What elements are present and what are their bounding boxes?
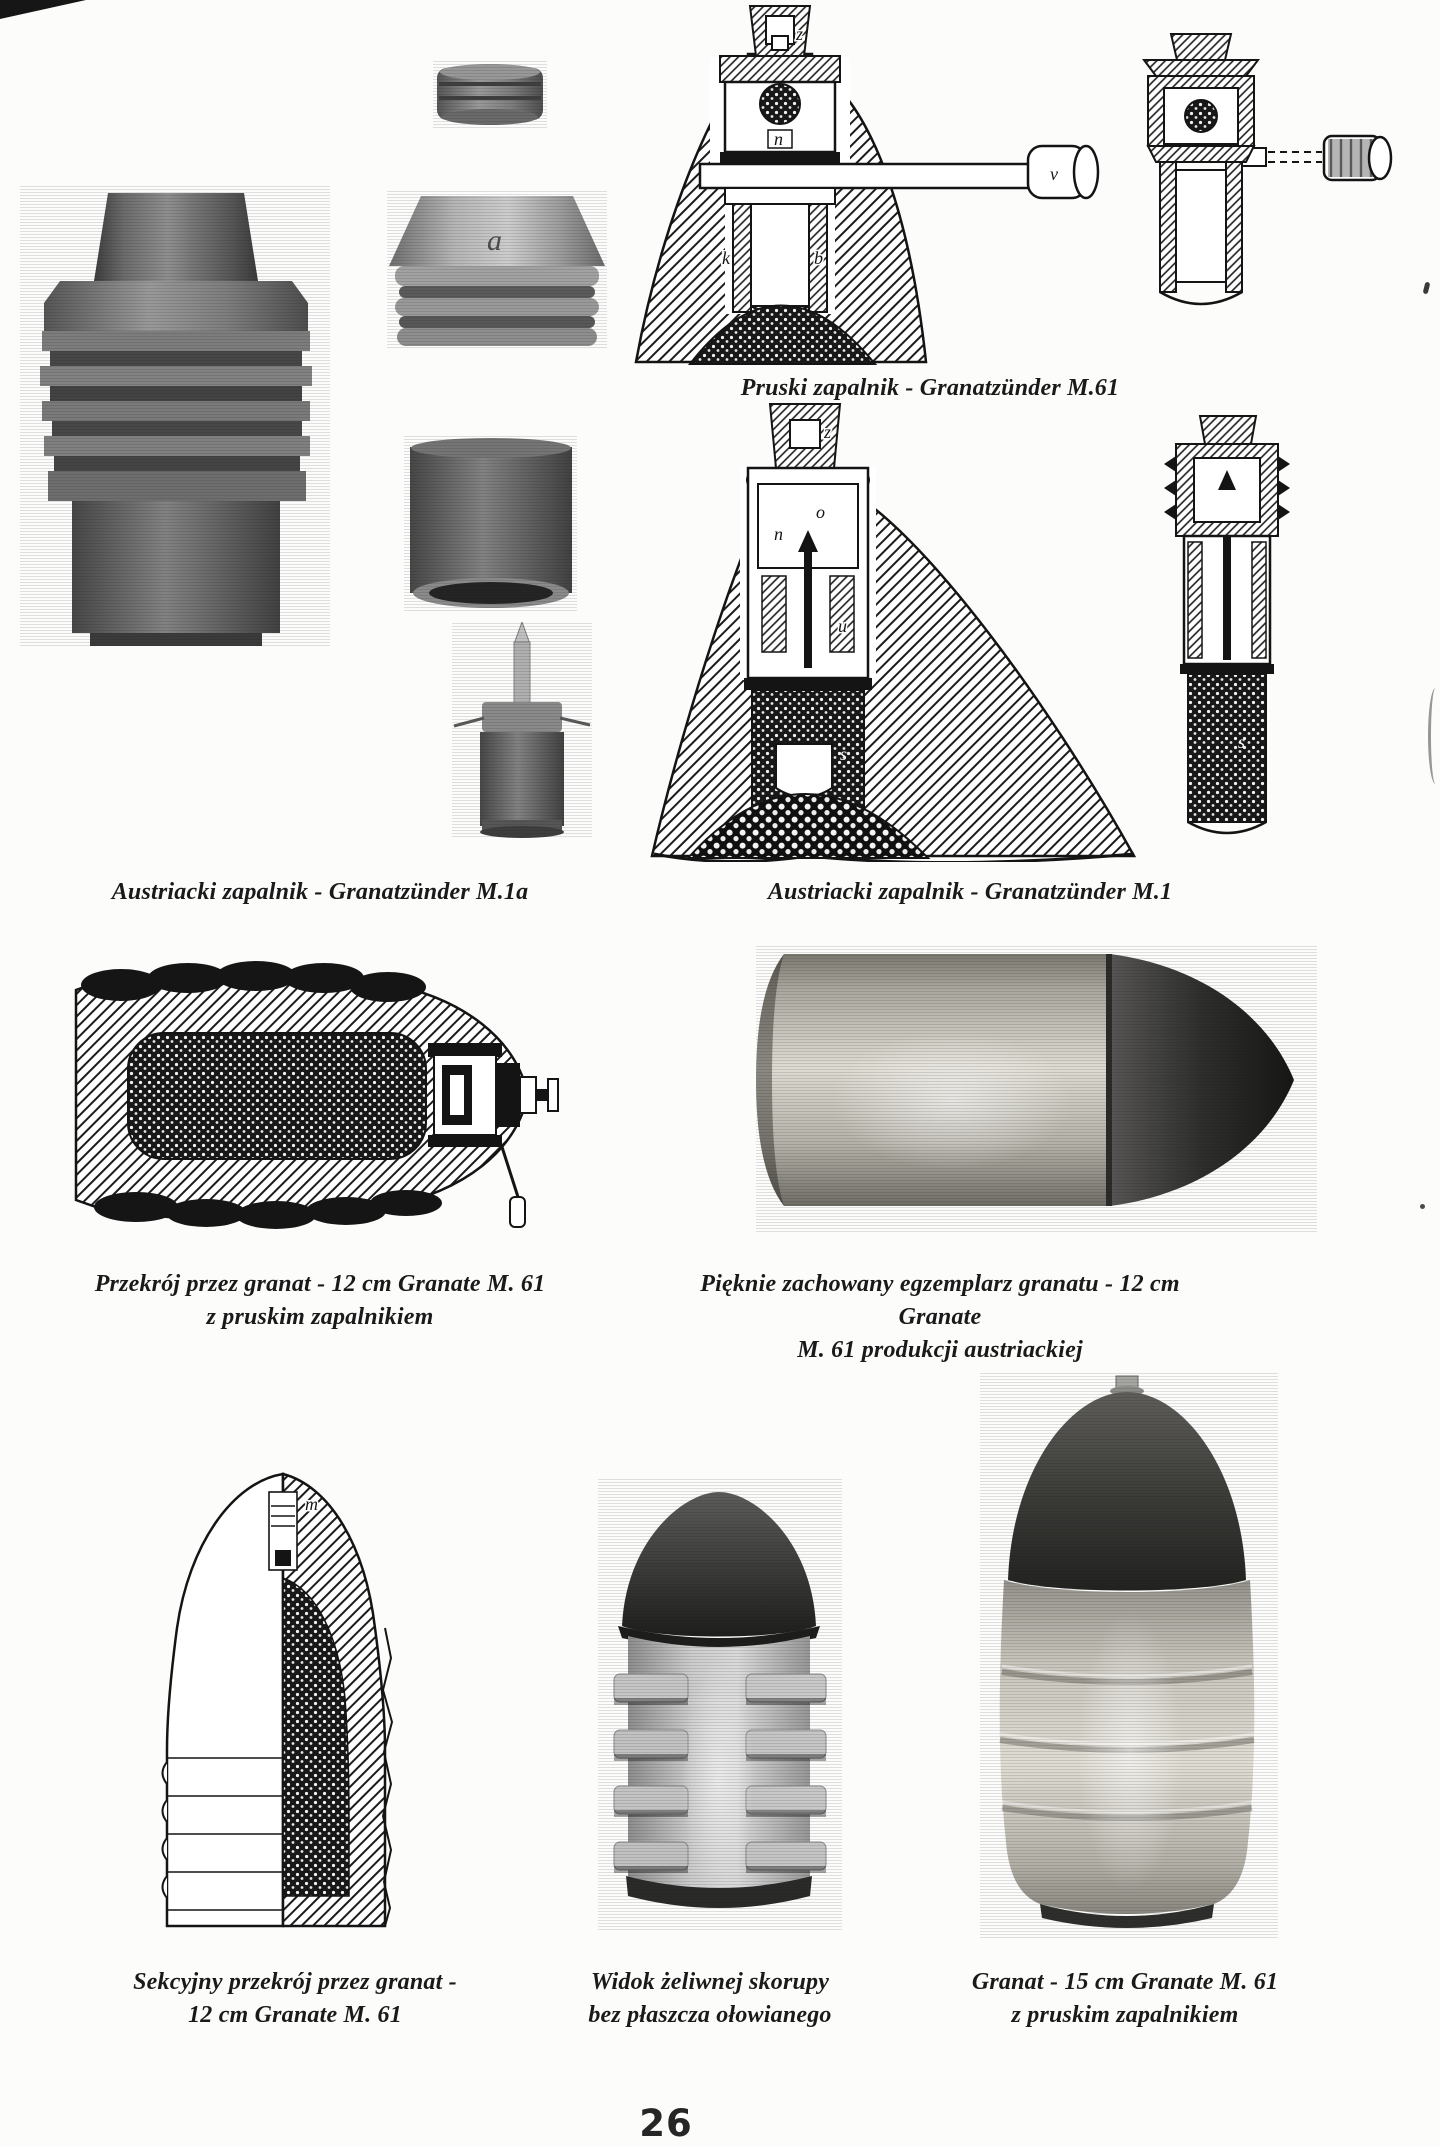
caption-pieknie [660,1268,1220,1367]
caption-line-1: Sekcyjny przekrój przez granat - [133,1969,457,1995]
label-n: n [774,129,783,149]
separator-band [1180,664,1274,674]
shell-outline-half [167,1474,283,1926]
photo-texture [404,435,577,612]
detonator-cylinder [1188,674,1266,822]
caption-line-2: z pruskim zapalnikiem [1011,2002,1239,2028]
caption-austriacki-m1 [700,876,1240,909]
page-number-text: 26 [639,2102,693,2145]
fuze-stem [1171,34,1231,60]
caption-text: Austriacki zapalnik - Granatzünder M.1 [767,879,1173,905]
photo-texture [387,190,607,350]
scan-speck-1 [1423,282,1431,295]
primer-ball [1185,100,1217,132]
detonator-bottom [1188,822,1266,833]
firing-pin [1223,536,1231,660]
photo-texture [452,622,592,838]
label-s: s [1238,732,1246,752]
photo-striker [452,622,592,838]
caption-line-2: M. 61 produkcji austriackiej [797,1337,1083,1363]
photo-granate-15cm [980,1372,1278,1938]
scan-speck-3 [1420,1204,1425,1209]
tube-wall [1252,542,1266,658]
engraving-shell-cross-section [66,945,571,1247]
caption-line-1: Przekrój przez granat - 12 cm Granate M. 61 [94,1271,546,1297]
caption-granat15 [900,1966,1350,2032]
photo-texture [20,185,330,648]
detonator-cup [776,744,832,797]
engraving-prussian-fuze-alone [1126,30,1410,335]
tube-core [1176,170,1226,282]
fuze-assembly [428,1043,558,1227]
tube-bottom [1160,292,1242,304]
label-z: z [824,422,832,442]
label-b: b [814,248,823,268]
tube-wall [1188,542,1202,658]
caption-przekroj [55,1268,585,1334]
label-z: z [796,24,804,44]
scan-corner-artifact [0,0,86,19]
fuze-cross-section [744,404,872,690]
caption-sekcyjny [40,1966,550,2032]
caption-line-1: Widok żeliwnej skorupy [590,1969,830,1995]
rod-grip-knob [1324,136,1391,180]
powder-filling [128,1033,426,1159]
label-v: v [1050,164,1058,184]
caption-line-1: Pięknie zachowany egzemplarz granatu - 12 cm Granate [700,1271,1180,1330]
photo-cylinder [404,435,577,612]
photo-tapered-cap [387,190,607,350]
fuze-collar [1148,146,1254,162]
photo-threaded-ring [433,60,547,128]
fuze-channel [269,1492,297,1570]
photo-fuze-plug [20,185,330,648]
fuze-flare [1144,60,1258,76]
page-number [586,2102,746,2145]
caption-austriacki-m1a [60,876,580,909]
engraving-sectional-shell [133,1458,415,1940]
label-s: s [840,744,848,764]
caption-text: Pruski zapalnik - Granatzünder M.61 [740,375,1120,401]
label-k: k [722,248,730,268]
photo-texture [756,944,1317,1232]
engraving-prussian-fuze-in-shell [630,2,1100,370]
label-m: m [305,1494,318,1514]
caption-line-1: Granat - 15 cm Granate M. 61 [971,1969,1279,1995]
caption-line-2: z pruskim zapalnikiem [206,1304,434,1330]
label-n: n [774,524,783,544]
photo-cast-iron-core [598,1478,842,1932]
label-o: o [816,502,825,522]
tube-wall [1226,162,1242,292]
safety-rod [700,164,1030,188]
label-u: u [838,616,847,636]
photo-granate-12cm [742,930,1317,1232]
photo-texture [598,1478,842,1932]
caption-text: Austriacki zapalnik - Granatzünder M.1a [111,879,529,905]
caption-line-2: 12 cm Granate M. 61 [188,2002,402,2028]
engraving-austrian-fuze-in-shell [648,400,1138,862]
shell-nose-hatched [652,466,1134,856]
photo-texture [433,60,547,128]
engraving-austrian-fuze-alone [1152,412,1302,862]
fuze-stem [1200,416,1256,444]
photo-texture [980,1372,1278,1938]
caption-widok [540,1966,880,2032]
caption-line-2: bez płaszcza ołowianego [588,2002,832,2028]
scan-speck-2 [1428,688,1440,784]
tube-wall [1160,162,1176,292]
